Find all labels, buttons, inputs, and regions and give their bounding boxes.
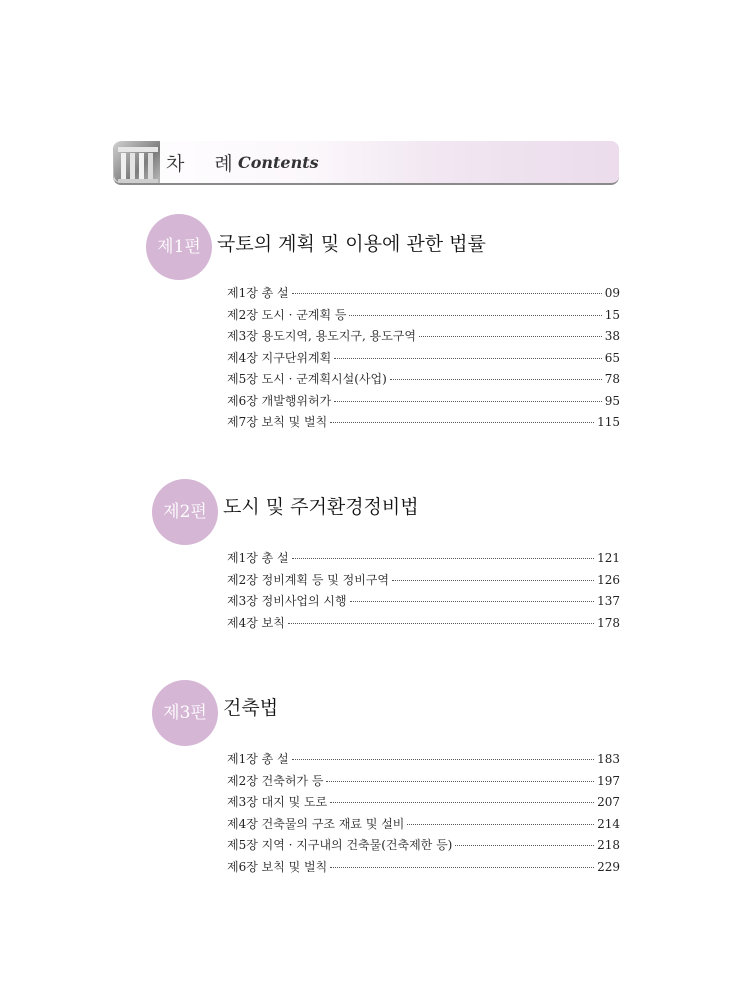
toc-entry[interactable] bbox=[227, 349, 620, 371]
chapter-label: 제3장 용도지역, 용도지구, 용도구역 bbox=[227, 329, 416, 343]
columns-photo-icon bbox=[114, 141, 160, 183]
chapter-list-3 bbox=[227, 750, 620, 879]
leader-dots bbox=[455, 845, 594, 846]
leader-dots bbox=[350, 601, 595, 602]
page-number: 115 bbox=[597, 415, 620, 429]
leader-dots bbox=[330, 867, 594, 868]
leader-dots bbox=[292, 293, 602, 294]
toc-entry[interactable] bbox=[227, 614, 620, 636]
toc-entry[interactable] bbox=[227, 858, 620, 880]
page-number: 121 bbox=[597, 551, 620, 565]
page-number: 15 bbox=[604, 307, 620, 322]
chapter-label: 제3장 대지 및 도로 bbox=[227, 795, 328, 809]
leader-dots bbox=[326, 781, 594, 782]
leader-dots bbox=[330, 422, 594, 423]
chapter-label: 제4장 지구단위계획 bbox=[227, 350, 332, 365]
toc-entry[interactable] bbox=[227, 413, 620, 435]
toc-entry[interactable] bbox=[227, 370, 620, 392]
leader-dots bbox=[390, 379, 602, 380]
toc-entry[interactable] bbox=[227, 836, 620, 858]
toc-entry[interactable] bbox=[227, 571, 620, 593]
chapter-label: 제1장 총 설 bbox=[227, 551, 289, 565]
toc-entry[interactable] bbox=[227, 592, 620, 614]
part-title-1: 국토의 계획 및 이용에 관한 법률 bbox=[217, 233, 486, 255]
part-badge-1: 제1편 bbox=[146, 214, 212, 280]
page-number: 137 bbox=[597, 594, 620, 608]
page-number: 78 bbox=[604, 372, 620, 386]
chapter-label: 제5장 도시 · 군계획시설(사업) bbox=[227, 372, 387, 386]
part-title-2: 도시 및 주거환경정비법 bbox=[223, 496, 419, 518]
chapter-label: 제4장 건축물의 구조 재료 및 설비 bbox=[227, 816, 405, 831]
leader-dots bbox=[334, 358, 602, 359]
page-number: 197 bbox=[597, 773, 620, 788]
toc-title: 차 례 bbox=[166, 153, 245, 175]
leader-dots bbox=[292, 558, 594, 559]
page-number: 214 bbox=[597, 816, 620, 831]
page-number: 229 bbox=[597, 859, 620, 874]
chapter-label: 제6장 보칙 및 벌칙 bbox=[227, 859, 328, 874]
leader-dots bbox=[334, 401, 602, 402]
chapter-label: 제4장 보칙 bbox=[227, 615, 285, 630]
page-number: 207 bbox=[597, 795, 620, 809]
page-number: 126 bbox=[597, 572, 620, 587]
contents-header bbox=[113, 141, 619, 185]
chapter-label: 제3장 정비사업의 시행 bbox=[227, 594, 347, 608]
chapter-label: 제1장 총 설 bbox=[227, 752, 289, 766]
page-number: 09 bbox=[604, 286, 620, 300]
page-number: 95 bbox=[604, 393, 620, 408]
leader-dots bbox=[349, 315, 601, 316]
page-number: 183 bbox=[597, 752, 620, 766]
chapter-label: 제1장 총 설 bbox=[227, 286, 289, 300]
page-number: 218 bbox=[597, 838, 620, 852]
toc-entry[interactable] bbox=[227, 772, 620, 794]
toc-entry[interactable] bbox=[227, 750, 620, 772]
chapter-label: 제2장 정비계획 등 및 정비구역 bbox=[227, 572, 389, 587]
leader-dots bbox=[292, 759, 594, 760]
part-badge-2: 제2편 bbox=[152, 479, 218, 545]
chapter-label: 제6장 개발행위허가 bbox=[227, 393, 332, 408]
toc-entry[interactable] bbox=[227, 793, 620, 815]
leader-dots bbox=[407, 824, 594, 825]
leader-dots bbox=[330, 802, 594, 803]
toc-entry[interactable] bbox=[227, 815, 620, 837]
leader-dots bbox=[392, 580, 594, 581]
page-number: 178 bbox=[597, 615, 620, 630]
chapter-label: 제2장 도시 · 군계획 등 bbox=[227, 307, 347, 322]
toc-entry[interactable] bbox=[227, 327, 620, 349]
toc-entry[interactable] bbox=[227, 392, 620, 414]
toc-subtitle: Contents bbox=[238, 153, 319, 172]
page-number: 38 bbox=[604, 329, 620, 343]
toc-entry[interactable] bbox=[227, 549, 620, 571]
toc-entry[interactable] bbox=[227, 306, 620, 328]
part-badge-3: 제3편 bbox=[152, 680, 218, 746]
chapter-label: 제5장 지역 · 지구내의 건축물(건축제한 등) bbox=[227, 838, 453, 852]
page-number: 65 bbox=[604, 350, 620, 365]
leader-dots bbox=[288, 623, 594, 624]
part-title-3: 건축법 bbox=[223, 697, 279, 719]
chapter-label: 제2장 건축허가 등 bbox=[227, 773, 324, 788]
chapter-list-1 bbox=[227, 284, 620, 435]
chapter-label: 제7장 보칙 및 벌칙 bbox=[227, 415, 328, 429]
chapter-list-2 bbox=[227, 549, 620, 635]
toc-entry[interactable] bbox=[227, 284, 620, 306]
leader-dots bbox=[419, 336, 602, 337]
